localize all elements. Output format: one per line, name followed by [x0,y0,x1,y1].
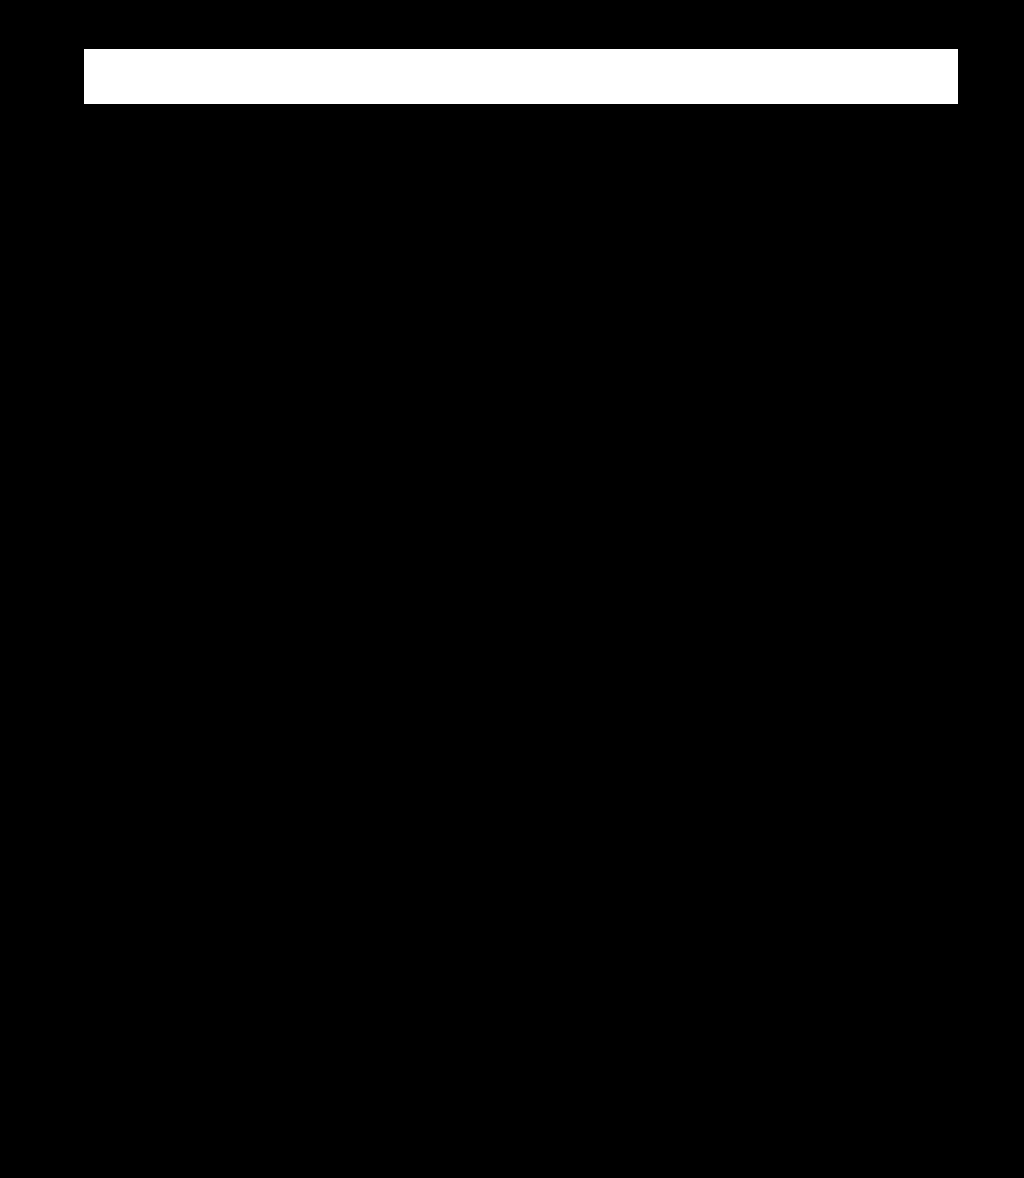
godparent-date: Sunday, February 3 [302,776,461,797]
qa-fr: Fr. Demetri [185,962,278,983]
flowers-names: Joyce, Athanasia and Constantinos Karimbakas [510,373,888,394]
hierarchs-center: Maliotis Caltural Center. You are all invited! [211,590,562,611]
hierarchs-time: 3:00 pm [251,559,317,580]
assembly-paragraph [84,616,952,678]
hierarchs-text-3: will celebrate the lives of these great Fathers of the Church. Later, at [84,528,953,580]
memorial-text-2: (14 years). [84,311,953,363]
welcome-text-1: For those visiting an Orthodox Church for the first time, please be aware that Holy Communion is a sign of unity of faith which is only offered to Baptized or Chrismated Orthodox Christians. All present are welcome, however, to partake of the antidoro (blessed bread) which is distributed at the end of the service. Those interested in learning more about the Orthodox Christian faith, please feel free to see Fr. Demetri after the service. This week, to assist you in the Narthex we have at the [84,125,952,270]
welcome-heading: WELCOME TO ALL VISITORS: [84,126,330,145]
hierarchs-text-4: our school will participate at the celebration for the [316,559,732,580]
memorial-heading: MEMORIAL PRAYERS: [84,312,268,331]
godparent-text-4: with their [308,807,400,828]
godparent-paragraph [84,771,952,895]
assembly-ga: General Assembly [488,621,631,642]
memorial-memory: May his memory be eternal! [139,342,361,363]
qa-paragraph [84,895,952,1019]
presentation-paragraph [84,678,952,771]
hierarchs-paragraph [84,492,952,616]
godparent-text-5: in church during the Divine Liturgy and then will attend Sunday school class with their godchildren. [84,807,953,859]
qa-date: On Sunday, February 17 [361,900,569,921]
hierarchs-heading: THREE HIERARCHS GREEK SCHOOL CELEBRATION: [84,498,517,517]
memorial-paragraph [84,306,952,368]
welcome-text-3: Constantinos Kechris; [149,280,328,301]
hierarchs-text-2: our [441,528,478,549]
hierarchs-today: Today, [521,497,573,518]
welcome-text-2: Lula Kiflit, Jim Karimbakas; [722,249,952,270]
assembly-text-2: after the Litrugy. Please, [630,621,830,642]
fellowship-paragraph [84,430,952,492]
header-bar [84,49,958,104]
presentation-date: Saturday, February 2 [147,714,318,735]
welcome-paragraph [84,120,952,306]
presentation-text-1: The [468,683,511,704]
presentation-heading: FEAST OF THE PRESENTATION OF THE LORD: [84,684,469,703]
qa-text-1: after the Divine Liturgy we will [568,900,850,921]
godparent-sit: sit [290,807,309,828]
assembly-hall: Anastasia & Spiro Davis Hall. [249,652,482,673]
flowers-text-2: by their family. [84,373,953,425]
assembly-today: Today, [270,621,322,642]
godparent-note: If a godparent cannot attend, yiayiades and papoudes, aunts, uncles, and cousins are invited to attend! [84,838,952,890]
presentation-text-5: . Orthros will start at 8:45 am followed by the Divine Liturgy at 10:00 pm. [84,714,952,766]
presentation-text-2: for the [626,683,690,704]
presentation-dl: Divine Liturgy [510,683,627,704]
presentation-pres: Presentation of The Lord [690,683,893,704]
hierarchs-feast: Feast of the Three Hierarchs, [205,528,442,549]
hierarchs-text-1: immediately following the Divine Liturgy, in the occasion of the [84,497,953,549]
veterans-text-1: at the Homeless Veterans Shelter is on [84,1024,952,1076]
ushers-label: Ushers: [327,280,389,301]
memorial-name: Albert Correia [802,311,919,332]
fellowship-text-1: Please join us for fellowship immediately following the Liturgy in the Anastasia and Spiro Davis Hall. The fellowship hour will be offered in memory of [84,435,952,487]
assembly-join: join us [829,621,884,642]
presentation-text-4: at the [317,714,373,735]
greeter-label: Greeter: [84,280,150,301]
qa-continue: continue [849,900,918,921]
flowers-text-1: Altar flowers and the candles are offered in memory of [84,373,511,394]
veterans-next: The next service day [716,1024,894,1045]
qa-text-3: with [139,962,186,983]
godparent-text-2: we will honor the godparents of our Cathedral with [460,776,869,797]
godparent-text-1: On [268,776,303,797]
bulletin-content [84,120,952,1112]
godparent-heading: GODPARENT SUNDAY: [84,777,269,796]
flowers-paragraph [84,368,952,430]
fellowship-text-2: by his family. [584,466,694,487]
welcome-text-4: Mary Hanna, Ellen Marie Demeter, Charles Eliopoulos, Mary Cleary. [388,280,923,301]
assembly-text-3: after the Divine Liturgy in the [84,621,953,673]
qa-text-4: . Make sure to come with your questions in hand as we learn more about our Orthodox Christian faith. [84,962,953,1014]
veterans-date: Monday, February 18 at 4:15 pm. Donations are needed [336,1055,780,1076]
qa-text-2: our meetings at the Davis Hall right after the Divine Liturgy, where we will have an [84,900,952,952]
qa-informal: informal Question and Answer session [84,931,952,983]
veterans-heading: ANNUNCIATION CATHEDRAL AND THE BOSTON HOMELESS VETERANS: [84,1025,707,1044]
veterans-contact: Mr. Peter Vergados at: 617-964-0077. [243,1086,537,1107]
godparent-gs: Godparent Sunday. Godparents [84,776,952,828]
presentation-chapel: Chapel in Brookline [372,714,535,735]
assembly-text-1: we will have a short [321,621,489,642]
veterans-paragraph [84,1019,952,1112]
pangary-label: Pangary: [649,249,723,270]
hierarchs-school: Greek school [477,528,582,549]
assembly-heading: GENERAL ASSEMBLY: [84,622,266,641]
fellowship-name: Anthony Andreadis [432,466,585,487]
hierarchs-text-5: which will take place at the [84,559,952,611]
veterans-text-2: for the expense of the meal. Please contact [84,1055,953,1107]
godparent-text-3: will [245,807,291,828]
memorial-text-1: Memorial prayers are offered today for the repose of the soul of [267,311,803,332]
godparent-godchildren: godchildren [399,807,494,828]
hierarchs-three: Three Hierarchs [731,559,864,580]
presentation-text-3: will be held on [84,683,952,735]
qa-heading: Q & A WITH FATHER DEMETRI: [84,901,353,920]
